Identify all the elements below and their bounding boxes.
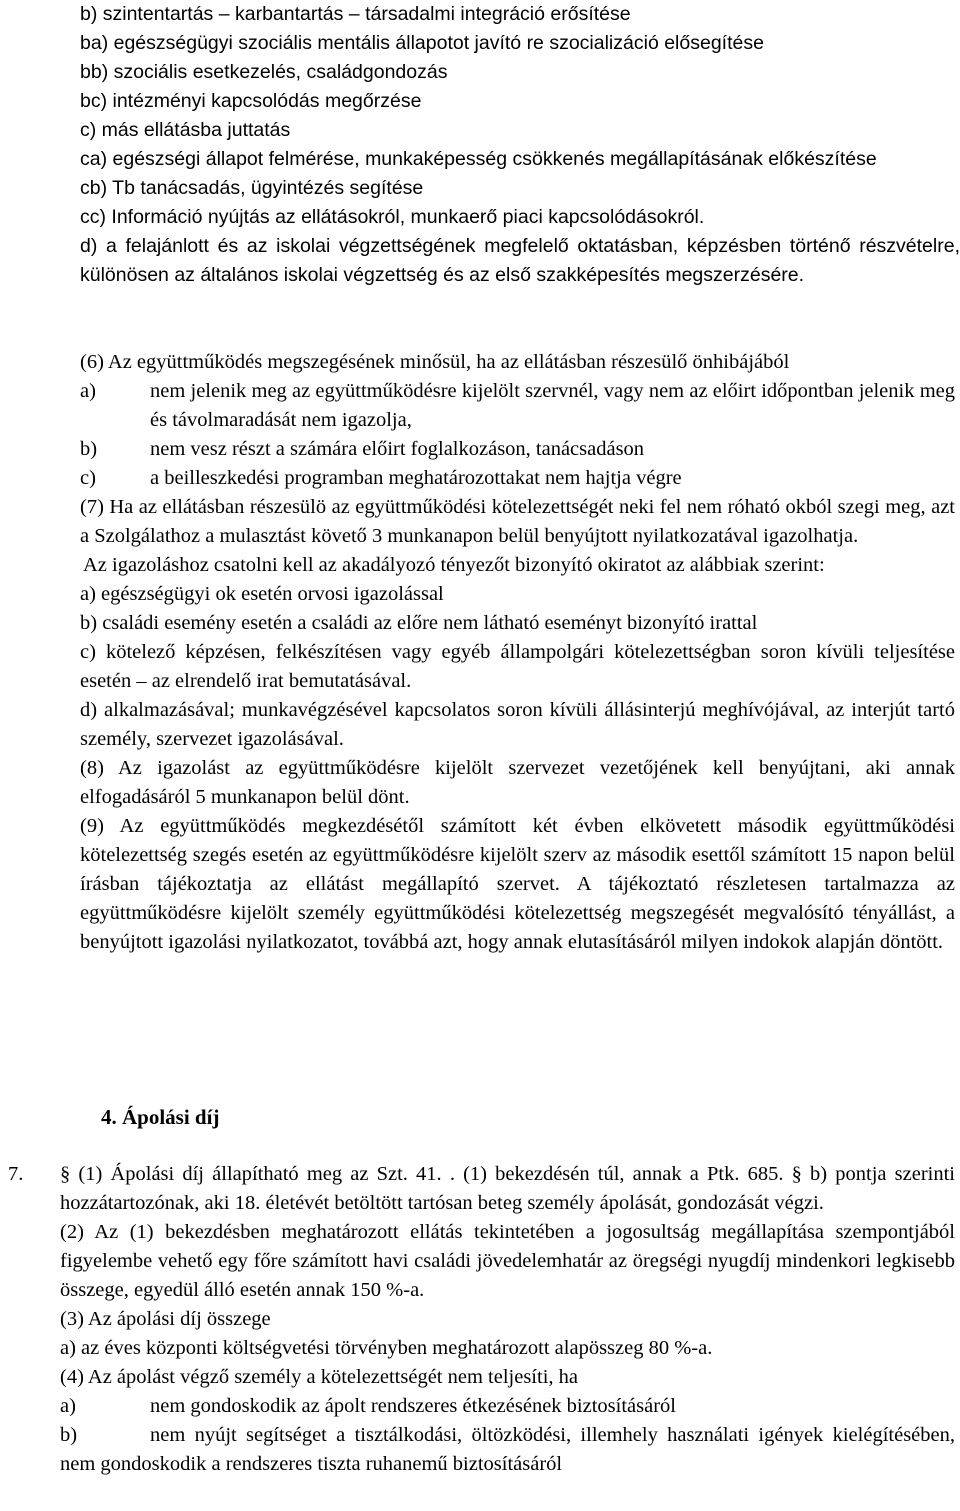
para-7-3: (3) Az ápolási díj összege bbox=[60, 1308, 271, 1330]
para-7-4a-text: nem gondoskodik az ápolt rendszeres étkezésének biztosításáról bbox=[150, 1395, 676, 1417]
section-number: 7. bbox=[8, 1163, 24, 1185]
item-c: c) más ellátásba juttatás bbox=[80, 119, 291, 141]
para-7-4b-text: nem nyújt segítséget a tisztálkodási, öltözködési, illemhely használati igények kielégítésében, nem gondoskodik a rendszeres tiszta ruhanemű biztosításáról bbox=[60, 1424, 955, 1475]
para-7-4b bbox=[0, 1421, 955, 1479]
para-7-3a: a) az éves központi költségvetési törvényben meghatározott alapösszeg 80 %-a. bbox=[60, 1337, 713, 1359]
item-d: d) a felajánlott és az iskolai végzettségének megfelelő oktatásban, képzésben történő részvételre, különösen az általános iskolai végzettség és az első szakképesítés megszerzésére. bbox=[80, 235, 960, 286]
para-9: (9) Az együttműködés megkezdésétől számított két évben elkövetett második együttműködési kötelezettség szegés esetén az együttműködésre kijelölt szerv az második esettől számított 15 napon belül írásban tájékoztatja az ellátást megállapító szervet. A tájékoztató részletesen tartalmazza az együttműködésre kijelölt személy együttműködési kötelezettség megszegését megvalósító tényállást, a benyújtott igazolási nyilatkozatot, továbbá azt, hogy annak elutasításáról milyen indokok alapján döntött. bbox=[80, 815, 955, 953]
item-bc: bc) intézményi kapcsolódás megőrzése bbox=[80, 90, 422, 112]
para-6c-label: c) bbox=[80, 467, 96, 489]
para-7-intro: Az igazoláshoz csatolni kell az akadályozó tényezőt bizonyító okiratot az alábbiak szerint: bbox=[83, 554, 825, 576]
para-6a-label: a) bbox=[80, 380, 96, 402]
list-block-1 bbox=[80, 0, 960, 290]
para-6c bbox=[80, 464, 955, 493]
para-7-d: d) alkalmazásával; munkavégzésével kapcsolatos soron kívüli állásinterjú meghívójával, az interjút tartó személy, szervezet igazolásával. bbox=[80, 699, 955, 750]
item-b: b) szintentartás – karbantartás – társadalmi integráció erősítése bbox=[80, 3, 631, 25]
item-cc: cc) Információ nyújtás az ellátásokról, munkaerő piaci kapcsolódásokról. bbox=[80, 206, 705, 228]
section-6-9 bbox=[80, 348, 955, 957]
para-7-4b-label: b) bbox=[60, 1424, 78, 1446]
para-6b bbox=[80, 435, 955, 464]
para-7-4: (4) Az ápolást végző személy a kötelezettségét nem teljesíti, ha bbox=[60, 1366, 578, 1388]
para-7-4a bbox=[0, 1392, 955, 1421]
section-heading: 4. Ápolási díj bbox=[101, 1105, 220, 1129]
para-6: (6) Az együttműködés megszegésének minősül, ha az ellátásban részesülő önhibájából bbox=[80, 351, 790, 373]
para-6a-text: nem jelenik meg az együttműködésre kijelölt szervnél, vagy nem az előirt időpontban jelenik meg és távolmaradását nem igazolja, bbox=[150, 380, 955, 431]
para-7-b: b) családi esemény esetén a családi az előre nem látható eseményt bizonyító irattal bbox=[80, 612, 758, 634]
para-7-2: (2) Az (1) bekezdésben meghatározott ellátás tekintetében a jogosultság megállapítása szempontjából figyelembe vehető egy főre számított havi családi jövedelemhatár az öregségi nyugdíj mindenkori legkisebb összege, egyedül álló esetén annak 150 %-a. bbox=[60, 1221, 955, 1301]
para-7-c: c) kötelező képzésen, felkészítésen vagy egyéb állampolgári kötelezettségban soron kívüli teljesítése esetén – az elrendelő irat bemutatásával. bbox=[80, 641, 955, 692]
para-6b-label: b) bbox=[80, 438, 98, 460]
para-6b-text: nem vesz részt a számára előirt foglalkozáson, tanácsadáson bbox=[150, 438, 645, 460]
para-7: (7) Ha az ellátásban részesülö az együttműködési kötelezettségét neki fel nem róható okból szegi meg, azt a Szolgálathoz a mulasztást követő 3 munkanapon belül benyújtott nyilatkozatával igazolhatja. bbox=[80, 496, 955, 547]
item-ca: ca) egészségi állapot felmérése, munkaképesség csökkenés megállapításának előkészítése bbox=[80, 148, 877, 170]
section-7 bbox=[0, 1160, 955, 1479]
item-cb: cb) Tb tanácsadás, ügyintézés segítése bbox=[80, 177, 424, 199]
para-7-1-text: § (1) Ápolási díj állapítható meg az Szt. 41. . (1) bekezdésén túl, annak a Ptk. 685. § b) pontja szerinti hozzátartozónak, aki 18. életévét betöltött tartósan beteg személy ápolását, gondozását végzi. bbox=[60, 1163, 955, 1214]
item-bb: bb) szociális esetkezelés, családgondozás bbox=[80, 61, 448, 83]
para-8: (8) Az igazolást az együttműködésre kijelölt szervezet vezetőjének kell benyújtani, aki annak elfogadásáról 5 munkanapon belül dönt. bbox=[80, 757, 955, 808]
para-6c-text: a beilleszkedési programban meghatározottakat nem hajtja végre bbox=[150, 467, 682, 489]
item-ba: ba) egészségügyi szociális mentális állapotot javító re szocializáció elősegítése bbox=[80, 32, 764, 54]
para-6a bbox=[80, 377, 955, 435]
para-7-1 bbox=[0, 1160, 955, 1218]
para-7-4a-label: a) bbox=[60, 1395, 76, 1417]
para-7-a: a) egészségügyi ok esetén orvosi igazolással bbox=[80, 583, 444, 605]
